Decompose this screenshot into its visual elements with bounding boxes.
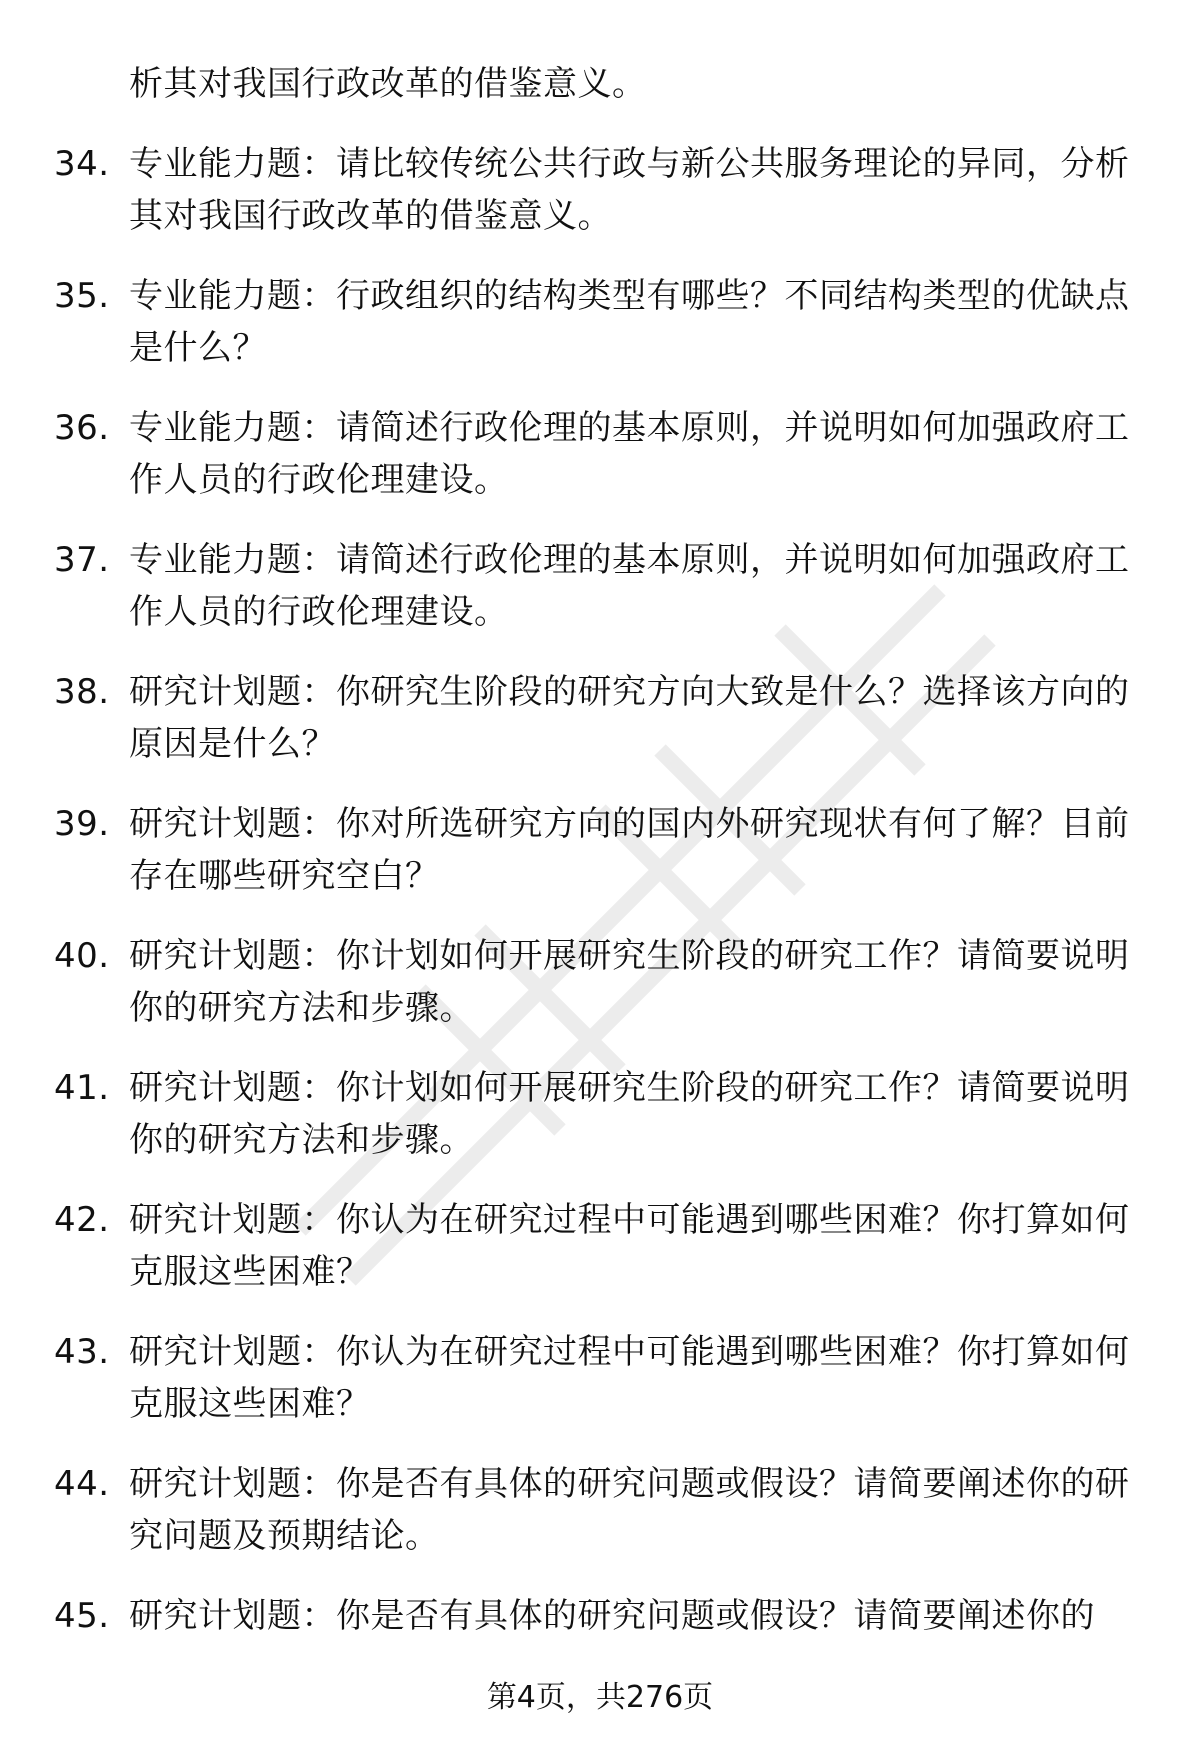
question-text: 专业能力题：请简述行政伦理的基本原则，并说明如何加强政府工作人员的行政伦理建设。: [129, 408, 1130, 500]
question-list: [54, 138, 1144, 1642]
question-text: 研究计划题：你是否有具体的研究问题或假设？请简要阐述你的研究问题及预期结论。: [129, 1464, 1130, 1556]
question-number: 43.: [54, 1332, 110, 1372]
question-number: 45.: [54, 1596, 110, 1636]
question-number: 39.: [54, 804, 110, 844]
question-item-34: [54, 138, 1144, 242]
question-item-42: [54, 1194, 1144, 1298]
question-item-39: [54, 798, 1144, 902]
question-text: 专业能力题：行政组织的结构类型有哪些？不同结构类型的优缺点是什么？: [129, 276, 1130, 368]
question-item-45: [54, 1590, 1144, 1642]
question-text: 研究计划题：你认为在研究过程中可能遇到哪些困难？你打算如何克服这些困难？: [129, 1200, 1130, 1292]
question-item-43: [54, 1326, 1144, 1430]
question-text: 研究计划题：你认为在研究过程中可能遇到哪些困难？你打算如何克服这些困难？: [129, 1332, 1130, 1424]
question-number: 41.: [54, 1068, 110, 1108]
question-text: 研究计划题：你计划如何开展研究生阶段的研究工作？请简要说明你的研究方法和步骤。: [129, 936, 1130, 1028]
question-content: [54, 58, 1144, 1642]
question-text: 研究计划题：你计划如何开展研究生阶段的研究工作？请简要说明你的研究方法和步骤。: [129, 1068, 1130, 1160]
question-number: 40.: [54, 936, 110, 976]
question-item-37: [54, 534, 1144, 638]
question-number: 38.: [54, 672, 110, 712]
page-footer: 第4页，共276页: [486, 1680, 714, 1715]
question-number: 37.: [54, 540, 110, 580]
question-text: 专业能力题：请比较传统公共行政与新公共服务理论的异同，分析其对我国行政改革的借鉴意义。: [129, 144, 1130, 236]
question-item-41: [54, 1062, 1144, 1166]
question-text: 研究计划题：你对所选研究方向的国内外研究现状有何了解？目前存在哪些研究空白？: [129, 804, 1130, 896]
question-item-44: [54, 1458, 1144, 1562]
question-number: 35.: [54, 276, 110, 316]
question-item-38: [54, 666, 1144, 770]
question-number: 34.: [54, 144, 110, 184]
question-number: 36.: [54, 408, 110, 448]
question-text: 研究计划题：你研究生阶段的研究方向大致是什么？选择该方向的原因是什么？: [129, 672, 1130, 764]
question-text: 专业能力题：请简述行政伦理的基本原则，并说明如何加强政府工作人员的行政伦理建设。: [129, 540, 1130, 632]
question-item-36: [54, 402, 1144, 506]
question-number: 44.: [54, 1464, 110, 1504]
question-item-35: [54, 270, 1144, 374]
question-item-40: [54, 930, 1144, 1034]
question-number: 42.: [54, 1200, 110, 1240]
question-text: 研究计划题：你是否有具体的研究问题或假设？请简要阐述你的: [129, 1596, 1095, 1636]
continuation-text: 析其对我国行政改革的借鉴意义。: [129, 64, 647, 104]
